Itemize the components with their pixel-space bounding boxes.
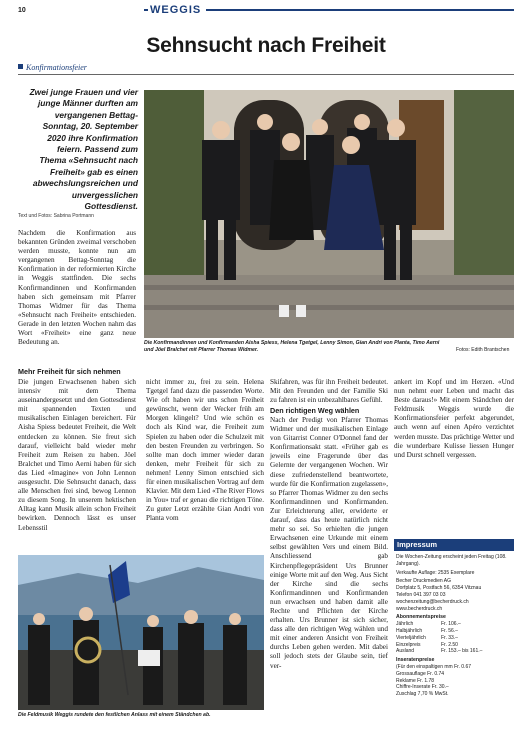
body-col2: nicht immer zu, frei zu sein. Helena Tgetgel fand dazu die passenden Worte. Wie oft haben wir uns schon Freiheit gewünscht, wenn der Wecker früh am Morgen klingelt? Und wie schön es doch als Kind war, die Freiheit zum Spielen zu haben oder die Schulzeit mit den besten Freunden zu verbringen. So sollte man doch immer wieder daran denken, mehr Freiheit für sich zu nehmen! Lenny Simon entschied sich für einen musikalischen Vortrag auf dem Klavier. Mit dem Lied «The River Flows in You» traf er genau die richtigen Töne. Zu guter Letzt erzählte Gian Andri von Planta vom (146, 378, 264, 523)
ins-title: Inseratenpreise (396, 657, 435, 664)
photo1-caption: Die Konfirmandinnen und Konfirmanden Aisha Spiess, Helena Tgetgel, Lenny Simon, Gian Andri von Planta, Timo Aerni und Jöel Bralchet mit Pfarrer Thomas Widmer. (144, 340, 440, 353)
lead-text: Zwei junge Frauen und vier junge Männer durften am vergangenen Bettag-Sonntag, 20. September 2020 ihre Konfirmation feiern. Passend zum Thema «Sehnsucht nach Freiheit» gab es einen abwechslungsreichen und unvergesslichen Gottesdienst. (29, 87, 138, 212)
ins-row: Zuschlag 7,70 % MwSt. (396, 691, 449, 698)
photo2-caption: Die Feldmusik Weggis rundete den festlichen Anlass mit einem Ständchen ab. (18, 712, 211, 718)
impressum-phone: Telefon 041 397 03 03 (396, 591, 446, 598)
page-number: 10 (18, 7, 26, 14)
body-col4: ankert im Kopf und im Herzen. «Und nun nehmt euer Leben und macht das Beste daraus!» Mit einem Ständchen der Feldmusik Weggis wurde die Konfirmationsfeier perfekt abgerundet, auch wenn auf einen Apéro verzichtet werden musste. Das prächtige Wetter und die wunderbare Kulisse liessen Hunger und Durst schnell vergessen. (394, 378, 514, 459)
ins-row: Reklame Fr. 1.78 (396, 677, 435, 684)
ins-row: Grossauflage Fr. 0.74 (396, 670, 445, 677)
subhead-freiheit: Mehr Freiheit für sich nehmen (18, 367, 121, 376)
rubric (18, 63, 87, 72)
rule-top (18, 74, 514, 75)
ins-intro: (Für den einspaltigen mm Fr. 0.67 (396, 663, 472, 670)
section-title: WEGGIS (148, 4, 206, 16)
abo-row: Halbjährlich Fr. 56.– (396, 627, 458, 634)
ins-row: Chiffre-Inserate Fr. 30.– (396, 684, 449, 691)
subhead-weg: Den richtigen Weg wählen (270, 406, 360, 415)
abo-row: Einzelpreis Fr. 2.50 (396, 641, 458, 648)
impressum-address: Dorfplatz 5, Postfach 56, 6354 Vitznau (396, 585, 482, 592)
abo-row: Jährlich Fr. 106.– (396, 621, 461, 628)
photo1-credit: Fotos: Edith Brantschen (456, 347, 510, 353)
body-col1-top: Nachdem die Konfirmation aus bekannten Gründen zweimal verschoben werden musste, konnte nun am vergangenen Bettag-Sonntag die Konfirmation in der reformierten Kirche in Weggis stattfinden. Die sechs Konfirmandinnen und Konfirmanden haben sich gemeinsam mit Pfarrer Thomas Widmer für das Thema «Sehnsucht nach Freiheit» entschieden. Gerade in den letzten Wochen nahm das Wort «Freiheit» eine ganz neue Bedeutung an. (18, 229, 136, 347)
impressum-email[interactable]: wochenzeitung@becherdruck.ch (396, 598, 469, 605)
impressum-auflage: Verkaufte Auflage: 2535 Exemplare (396, 569, 475, 576)
impressum-box (396, 554, 514, 698)
abo-title: Abonnementspreise (396, 614, 446, 621)
body-col3-bottom: Nach der Predigt von Pfarrer Thomas Widmer und der musikalischen Einlage von Gitarrist Conner O'Donnel fand der Konfirmationsakt statt. «Früher gab es jeweils eine Fragerunde über das Gelernte der vergangenen Wochen. Wir diese zufriedenstellend beantwortete, wurde für die Konfirmation zugelassen», so Pfarrer Thomas Widmer zu den sechs Konfirmandinnen und Konfirmanden. Zur Erleichterung aller, erwiderte er darauf, dass das heute natürlich nicht mehr so sei. So erhielten die jungen Erwachsenen eine Urkunde mit einem selbst gewählten Vers und einem Bild. Anschliessend gab Kirchenpflegepräsident Urs Brunner einige Worte mit auf den Weg. Aus Sicht der Kirche sind die sechs Konfirmandinnen und Konfirmanden nun erwachsen und haben damit alle Rechte und Pflichten der Kirche erhalten. Urs Brunner ist sich sicher, dass alle den richtigen Weg wählen und mit einer anderen Ansicht von Freiheit durchs Leben gehen werden. Mit dabei soll jedoch stets der Glaube sein, tief ver- (270, 416, 388, 670)
impressum-publisher: Becher Druckmedien AG (396, 578, 452, 585)
impressum-web[interactable]: www.becherdruck.ch (396, 605, 443, 612)
abo-row: Ausland Fr. 153.– bis 161.– (396, 648, 483, 655)
impressum-intro: Die Wochen-Zeitung erscheint jeden Freitag (108. Jahrgang). (396, 554, 507, 567)
rubric-label: Konfirmationsfeier (26, 63, 87, 72)
headline: Sehnsucht nach Freiheit (146, 34, 386, 57)
photo-confirmands-image (144, 90, 514, 338)
photo-confirmands (144, 90, 514, 338)
body-col1-bottom: Die jungen Erwachsenen haben sich intensiv mit dem Thema auseinandergesetzt und den Gottesdienst mit spannenden Texten und musikalischen Einlagen bereichert. Für Aisha Spiess bedeutet Freiheit, die Welt entdecken zu können. Sie freut sich darauf, vielleicht bald wieder mehr Freiheit zum Reisen zu haben. Jöel Bralchet und Timo Aerni haben für sich das Lied «Imagine» von John Lennon ausgesucht. Die Sehnsucht danach, dass alle Menschen frei sind, bewog Lennon zu diesem Song. In unserem hektischen Alltag kann Musik allein schon Freiheit bewirken. Dennoch lässt es unser Lebensstil (18, 378, 136, 532)
author-credit: Text und Fotos: Sabrina Portmann (18, 213, 94, 219)
abo-row: Vierteljährlich Fr. 33.– (396, 634, 458, 641)
photo-feldmusik-image (18, 555, 264, 710)
body-col3-top: Skifahren, was für ihn Freiheit bedeutet. Mit den Freunden und der Familie Ski zu fahren ist ein unbezahlbares Gefühl. (270, 378, 388, 405)
impressum-title: Impressum (394, 539, 514, 551)
rubric-square (18, 64, 23, 69)
photo-feldmusik (18, 555, 264, 710)
